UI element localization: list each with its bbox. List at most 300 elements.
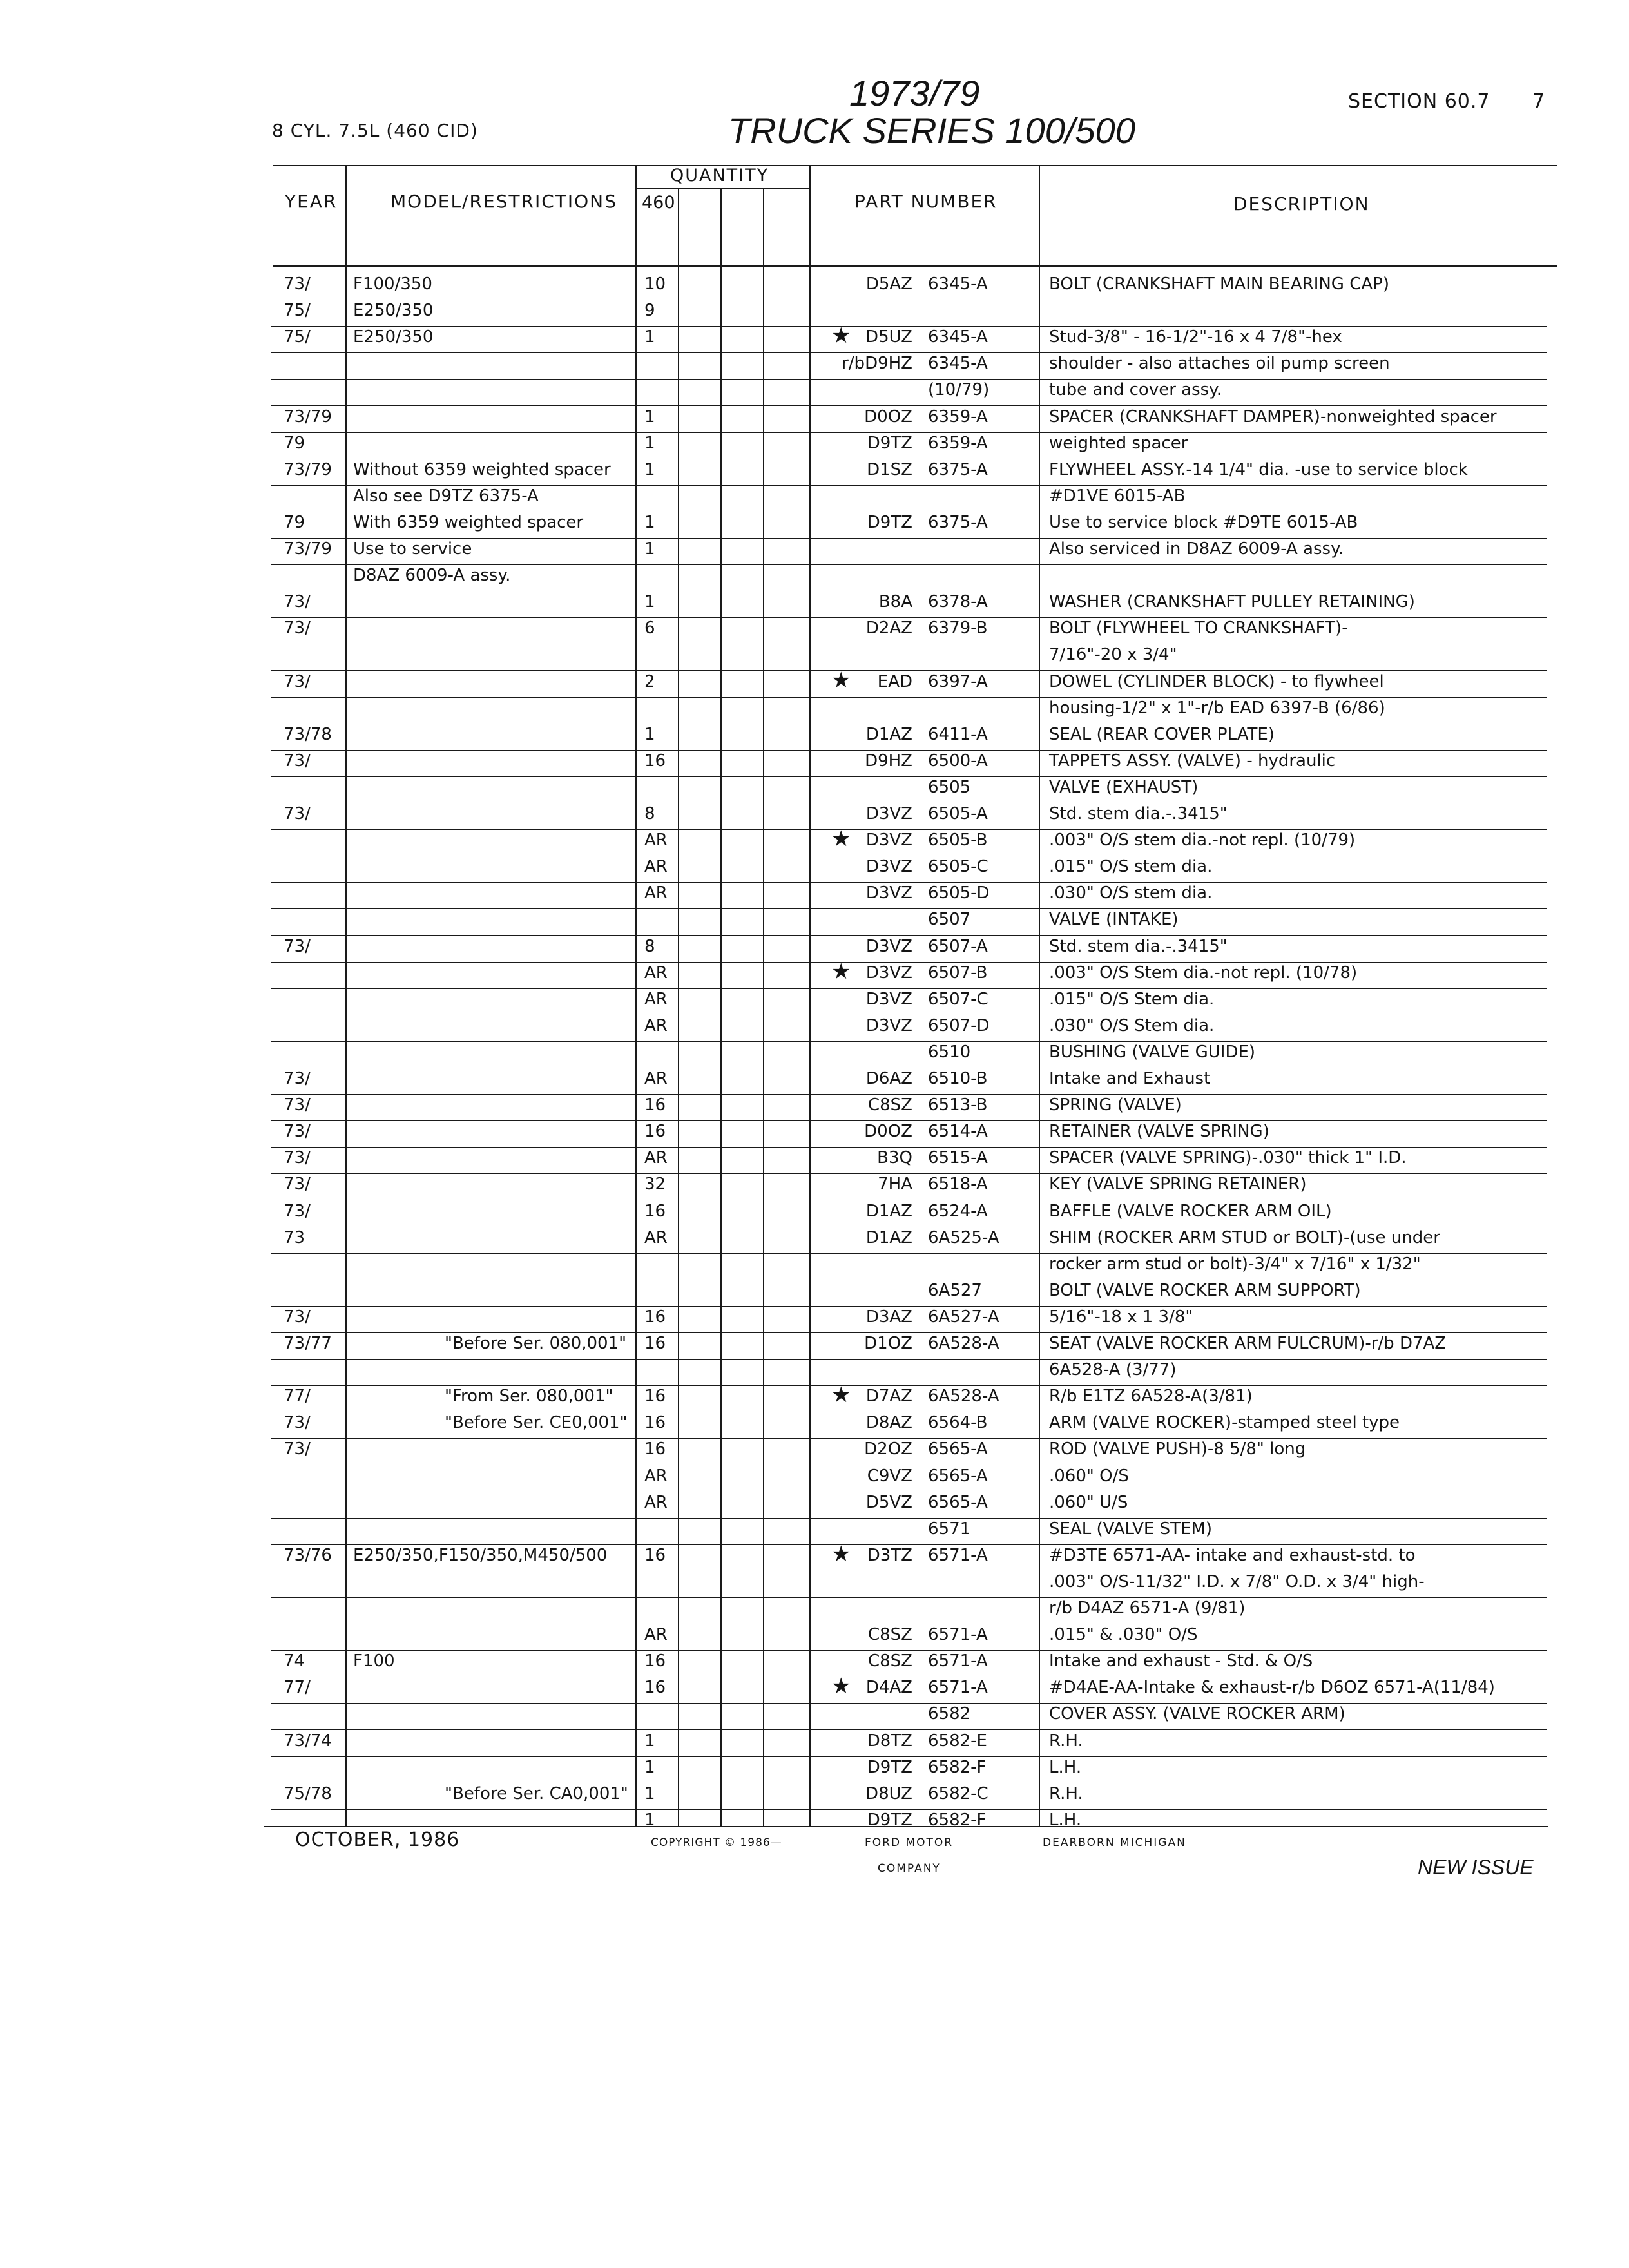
table-row (0, 459, 1629, 485)
table-row (0, 1227, 1629, 1253)
table-row (0, 1147, 1629, 1173)
table-row (0, 1412, 1629, 1438)
row-quantity: 16 (644, 1651, 666, 1671)
row-year: 73/79 (284, 407, 332, 427)
row-description: Std. stem dia.-.3415" (1049, 937, 1228, 956)
row-year: 73/ (284, 1307, 311, 1327)
row-year: 73/ (284, 592, 311, 611)
row-description: ROD (VALVE PUSH)-8 5/8" long (1049, 1439, 1306, 1459)
table-row (0, 1382, 1629, 1412)
table-row (0, 1756, 1629, 1783)
row-description: DOWEL (CYLINDER BLOCK) - to flywheel (1049, 672, 1384, 691)
row-part-base: 6A527 (928, 1281, 982, 1300)
table-row (0, 1332, 1629, 1359)
row-description: R/b E1TZ 6A528-A(3/81) (1049, 1387, 1253, 1406)
star-icon: ★ (831, 323, 851, 349)
table-row (0, 803, 1629, 829)
row-description: .060" O/S (1049, 1466, 1129, 1486)
row-year: 75/ (284, 301, 311, 320)
row-part-prefix: D7AZ (865, 1387, 912, 1406)
row-description: R.H. (1049, 1784, 1083, 1803)
row-quantity: 16 (644, 1095, 666, 1115)
row-description: .030" O/S Stem dia. (1049, 1016, 1215, 1035)
row-year: 73/ (284, 1069, 311, 1088)
row-part-base: 6524-A (928, 1202, 988, 1221)
row-part-base: 6571-A (928, 1625, 988, 1644)
row-model: D8AZ 6009-A assy. (353, 566, 511, 585)
engine-label: 8 CYL. 7.5L (460 CID) (272, 120, 478, 141)
row-part-prefix: D4AZ (865, 1678, 912, 1697)
row-part-prefix: D8UZ (865, 1784, 912, 1803)
star-icon: ★ (831, 1382, 851, 1408)
row-part-base: 6378-A (928, 592, 988, 611)
row-description: L.H. (1049, 1811, 1082, 1830)
row-year: 73/ (284, 1148, 311, 1168)
row-description: Std. stem dia.-.3415" (1049, 804, 1228, 823)
row-quantity: 1 (644, 327, 655, 347)
row-quantity: 16 (644, 1439, 666, 1459)
row-part-base: 6507-A (928, 937, 988, 956)
row-part-base: 6571-A (928, 1651, 988, 1671)
row-part-prefix: D2AZ (865, 619, 912, 638)
row-part-prefix: D1SZ (867, 460, 912, 479)
table-row (0, 1173, 1629, 1200)
table-row (0, 512, 1629, 538)
row-part-base: 6379-B (928, 619, 988, 638)
row-part-base: 6565-A (928, 1493, 988, 1512)
table-row (0, 432, 1629, 459)
row-description: Intake and exhaust - Std. & O/S (1049, 1651, 1313, 1671)
model-header: MODEL/RESTRICTIONS (390, 191, 617, 212)
table-row (0, 617, 1629, 644)
star-icon: ★ (831, 959, 851, 985)
row-quantity: 16 (644, 751, 666, 771)
row-description: FLYWHEEL ASSY.-14 1/4" dia. -use to service block (1049, 460, 1468, 479)
row-part-prefix: D3VZ (865, 883, 912, 903)
row-description: shoulder - also attaches oil pump screen (1049, 354, 1390, 373)
row-description: 6A528-A (3/77) (1049, 1360, 1177, 1379)
row-quantity: 6 (644, 619, 655, 638)
row-part-base: 6345-A (928, 274, 988, 294)
row-quantity: 1 (644, 460, 655, 479)
table-row (0, 1730, 1629, 1756)
row-quantity: AR (644, 1493, 668, 1512)
table-row (0, 1809, 1629, 1836)
row-description: Use to service block #D9TE 6015-AB (1049, 513, 1358, 532)
table-row (0, 300, 1629, 326)
row-quantity: AR (644, 963, 668, 983)
row-description: .060" U/S (1049, 1493, 1128, 1512)
row-year: 73/79 (284, 460, 332, 479)
row-description: RETAINER (VALVE SPRING) (1049, 1122, 1269, 1141)
row-part-prefix: D3VZ (865, 804, 912, 823)
row-year: 73/ (284, 672, 311, 691)
row-year: 79 (284, 513, 305, 532)
table-row (0, 1624, 1629, 1650)
row-quantity: AR (644, 1228, 668, 1247)
row-quantity: 16 (644, 1334, 666, 1353)
row-description: #D1VE 6015-AB (1049, 486, 1186, 506)
table-row (0, 1015, 1629, 1041)
row-description: .030" O/S stem dia. (1049, 883, 1213, 903)
star-icon: ★ (831, 1541, 851, 1567)
row-model: "Before Ser. CE0,001" (445, 1413, 628, 1432)
row-part-prefix: D1AZ (865, 725, 912, 744)
row-part-base: 6510 (928, 1043, 971, 1062)
row-year: 73/ (284, 274, 311, 294)
page-number: 7 (1532, 90, 1546, 113)
qty-460-header: 460 (642, 193, 675, 213)
row-quantity: 1 (644, 434, 655, 453)
row-year: 73/77 (284, 1334, 332, 1353)
row-part-base: 6375-A (928, 460, 988, 479)
row-part-base: 6505-C (928, 857, 988, 876)
table-row (0, 1571, 1629, 1597)
row-part-prefix: C8SZ (867, 1625, 912, 1644)
table-row (0, 1280, 1629, 1306)
row-description: .003" O/S Stem dia.-not repl. (10/78) (1049, 963, 1358, 983)
row-part-base: 6582-F (928, 1811, 987, 1830)
row-part-prefix: D3VZ (865, 857, 912, 876)
row-description: BUSHING (VALVE GUIDE) (1049, 1043, 1256, 1062)
row-year: 79 (284, 434, 305, 453)
table-row (0, 750, 1629, 776)
footer-date: OCTOBER, 1986 (295, 1829, 460, 1851)
row-description: SEAL (VALVE STEM) (1049, 1519, 1213, 1539)
row-part-base: 6515-A (928, 1148, 988, 1168)
row-part-base: 6A528-A (928, 1387, 999, 1406)
row-quantity: 16 (644, 1546, 666, 1565)
row-quantity: AR (644, 883, 668, 903)
table-row (0, 1094, 1629, 1120)
row-quantity: 9 (644, 301, 655, 320)
row-description: BOLT (CRANKSHAFT MAIN BEARING CAP) (1049, 274, 1389, 294)
table-row (0, 936, 1629, 962)
table-row (0, 1703, 1629, 1729)
row-year: 73/79 (284, 539, 332, 559)
row-year: 74 (284, 1651, 305, 1671)
table-row (0, 379, 1629, 405)
part-number-header: PART NUMBER (854, 191, 998, 212)
row-part-prefix: D5VZ (865, 1493, 912, 1512)
row-quantity: 1 (644, 725, 655, 744)
table-row (0, 1650, 1629, 1677)
table-row (0, 1068, 1629, 1094)
row-quantity: 2 (644, 672, 655, 691)
row-quantity: 16 (644, 1307, 666, 1327)
row-part-prefix: D9TZ (867, 513, 912, 532)
year-header: YEAR (285, 191, 338, 212)
table-row (0, 1041, 1629, 1068)
row-description: BOLT (VALVE ROCKER ARM SUPPORT) (1049, 1281, 1361, 1300)
row-quantity: 16 (644, 1678, 666, 1697)
row-year: 75/78 (284, 1784, 332, 1803)
row-part-base: 6518-A (928, 1175, 988, 1194)
table-row (0, 668, 1629, 697)
row-description: R.H. (1049, 1731, 1083, 1751)
star-icon: ★ (831, 1673, 851, 1699)
row-description: 5/16"-18 x 1 3/8" (1049, 1307, 1193, 1327)
row-part-prefix: D1OZ (864, 1334, 912, 1353)
row-part-base: 6345-A (928, 327, 988, 347)
row-year: 77/ (284, 1678, 311, 1697)
footer-issue: NEW ISSUE (1418, 1856, 1534, 1879)
row-part-base: 6565-A (928, 1439, 988, 1459)
row-part-prefix: 7HA (878, 1175, 912, 1194)
row-description: SEAT (VALVE ROCKER ARM FULCRUM)-r/b D7AZ (1049, 1334, 1447, 1353)
row-part-prefix: D9HZ (865, 751, 912, 771)
row-part-base: 6397-A (928, 672, 988, 691)
table-row (0, 1306, 1629, 1332)
row-description: SPACER (CRANKSHAFT DAMPER)-nonweighted spacer (1049, 407, 1497, 427)
row-description: BAFFLE (VALVE ROCKER ARM OIL) (1049, 1202, 1332, 1221)
row-part-prefix: C8SZ (867, 1095, 912, 1115)
row-part-base: 6411-A (928, 725, 988, 744)
row-description: L.H. (1049, 1758, 1082, 1777)
row-quantity: AR (644, 1466, 668, 1486)
row-part-base: 6582-C (928, 1784, 988, 1803)
row-part-base: 6507-C (928, 990, 988, 1009)
row-part-prefix: C9VZ (867, 1466, 912, 1486)
row-year: 73 (284, 1228, 305, 1247)
footer-company-line2: COMPANY (878, 1862, 941, 1875)
row-quantity: 16 (644, 1122, 666, 1141)
row-part-base: 6507 (928, 910, 971, 929)
row-part-prefix: D5AZ (865, 274, 912, 294)
row-description: ARM (VALVE ROCKER)-stamped steel type (1049, 1413, 1400, 1432)
row-year: 73/76 (284, 1546, 332, 1565)
row-model: With 6359 weighted spacer (353, 513, 584, 532)
row-description: #D4AE-AA-Intake & exhaust-r/b D6OZ 6571-A(11/84) (1049, 1678, 1495, 1697)
row-description: Stud-3/8" - 16-1/2"-16 x 4 7/8"-hex (1049, 327, 1342, 347)
row-part-prefix: D3TZ (867, 1546, 912, 1565)
footer-copyright: COPYRIGHT © 1986— (651, 1836, 782, 1849)
row-year: 73/ (284, 1413, 311, 1432)
row-part-base: 6345-A (928, 354, 988, 373)
row-description: VALVE (INTAKE) (1049, 910, 1179, 929)
row-quantity: AR (644, 831, 668, 850)
table-row (0, 485, 1629, 512)
row-description: r/b D4AZ 6571-A (9/81) (1049, 1599, 1246, 1618)
row-description: TAPPETS ASSY. (VALVE) - hydraulic (1049, 751, 1336, 771)
row-description: SEAL (REAR COVER PLATE) (1049, 725, 1275, 744)
series-title: TRUCK SERIES 100/500 (728, 110, 1135, 151)
table-row (0, 988, 1629, 1015)
row-description: Intake and Exhaust (1049, 1069, 1211, 1088)
row-part-base: 6565-A (928, 1466, 988, 1486)
row-part-prefix: EAD (877, 672, 912, 691)
table-row (0, 856, 1629, 882)
row-quantity: AR (644, 990, 668, 1009)
row-part-base: (10/79) (928, 380, 990, 399)
row-year: 75/ (284, 327, 311, 347)
table-row (0, 1783, 1629, 1809)
row-part-base: 6A527-A (928, 1307, 999, 1327)
row-year: 73/ (284, 751, 311, 771)
table-row (0, 882, 1629, 908)
row-quantity: 1 (644, 513, 655, 532)
row-description: WASHER (CRANKSHAFT PULLEY RETAINING) (1049, 592, 1415, 611)
table-row (0, 591, 1629, 617)
row-part-base: 6505-B (928, 831, 988, 850)
table-row (0, 273, 1629, 300)
row-part-base: 6582-E (928, 1731, 987, 1751)
row-part-base: 6571-A (928, 1546, 988, 1565)
row-description: #D3TE 6571-AA- intake and exhaust-std. to (1049, 1546, 1416, 1565)
row-part-prefix: B3Q (877, 1148, 912, 1168)
table-row (0, 1200, 1629, 1227)
row-part-prefix: D3VZ (865, 831, 912, 850)
row-part-base: 6359-A (928, 407, 988, 427)
row-description: .003" O/S stem dia.-not repl. (10/79) (1049, 831, 1356, 850)
row-part-base: 6571-A (928, 1678, 988, 1697)
row-description: .015" O/S stem dia. (1049, 857, 1213, 876)
row-part-base: 6500-A (928, 751, 988, 771)
row-part-prefix: D3AZ (865, 1307, 912, 1327)
years-title: 1973/79 (849, 73, 980, 113)
row-quantity: AR (644, 857, 668, 876)
row-quantity: AR (644, 1625, 668, 1644)
row-part-base: 6505 (928, 778, 971, 797)
row-part-prefix: D9TZ (867, 1758, 912, 1777)
row-year: 73/ (284, 1175, 311, 1194)
row-quantity: 16 (644, 1202, 666, 1221)
row-description: Also serviced in D8AZ 6009-A assy. (1049, 539, 1344, 559)
row-part-base: 6A528-A (928, 1334, 999, 1353)
row-model: "From Ser. 080,001" (445, 1387, 613, 1406)
row-part-prefix: C8SZ (867, 1651, 912, 1671)
header-bottom-rule (273, 265, 1557, 267)
star-icon: ★ (831, 668, 851, 693)
row-quantity: 1 (644, 1784, 655, 1803)
row-description: 7/16"-20 x 3/4" (1049, 645, 1177, 664)
table-row (0, 406, 1629, 432)
table-row (0, 352, 1629, 379)
row-model: E250/350 (353, 327, 434, 347)
footer-location: DEARBORN MICHIGAN (1043, 1836, 1186, 1849)
row-model: Also see D9TZ 6375-A (353, 486, 539, 506)
row-description: .003" O/S-11/32" I.D. x 7/8" O.D. x 3/4" high- (1049, 1572, 1425, 1591)
table-row (0, 1518, 1629, 1544)
row-part-prefix: r/bD9HZ (842, 354, 912, 373)
row-quantity: 1 (644, 1731, 655, 1751)
row-description: BOLT (FLYWHEEL TO CRANKSHAFT)- (1049, 619, 1348, 638)
row-quantity: AR (644, 1016, 668, 1035)
row-description: SPRING (VALVE) (1049, 1095, 1182, 1115)
table-top-rule (273, 165, 1557, 166)
row-description: rocker arm stud or bolt)-3/4" x 7/16" x 1/32" (1049, 1254, 1421, 1274)
table-row (0, 644, 1629, 670)
row-description: .015" O/S Stem dia. (1049, 990, 1215, 1009)
row-model: "Before Ser. CA0,001" (445, 1784, 628, 1803)
row-quantity: AR (644, 1148, 668, 1168)
table-row (0, 323, 1629, 352)
row-model: E250/350 (353, 301, 434, 320)
row-quantity: 1 (644, 1811, 655, 1830)
row-quantity: 10 (644, 274, 666, 294)
row-quantity: 1 (644, 1758, 655, 1777)
row-year: 73/78 (284, 725, 332, 744)
table-row (0, 1253, 1629, 1280)
footer-company-line1: FORD MOTOR (865, 1836, 954, 1849)
row-part-base: 6359-A (928, 434, 988, 453)
row-year: 73/ (284, 1439, 311, 1459)
row-part-prefix: D2OZ (864, 1439, 912, 1459)
row-quantity: 1 (644, 407, 655, 427)
row-part-base: 6582-F (928, 1758, 987, 1777)
row-part-base: 6582 (928, 1704, 971, 1724)
row-part-prefix: D3VZ (865, 963, 912, 983)
row-part-prefix: D1AZ (865, 1202, 912, 1221)
row-part-prefix: D8AZ (865, 1413, 912, 1432)
row-part-prefix: D9TZ (867, 1811, 912, 1830)
row-part-prefix: D1AZ (865, 1228, 912, 1247)
row-part-base: 6375-A (928, 513, 988, 532)
table-row (0, 564, 1629, 591)
section-label: SECTION 60.7 (1348, 90, 1490, 113)
table-row (0, 1597, 1629, 1624)
row-year: 73/74 (284, 1731, 332, 1751)
table-row (0, 1465, 1629, 1492)
row-model: "Before Ser. 080,001" (445, 1334, 627, 1353)
row-part-base: 6571 (928, 1519, 971, 1539)
row-quantity: AR (644, 1069, 668, 1088)
row-quantity: 16 (644, 1387, 666, 1406)
row-part-prefix: D0OZ (864, 1122, 912, 1141)
row-year: 73/ (284, 619, 311, 638)
table-row (0, 1492, 1629, 1518)
row-part-base: 6513-B (928, 1095, 988, 1115)
row-part-prefix: D3VZ (865, 937, 912, 956)
row-description: KEY (VALVE SPRING RETAINER) (1049, 1175, 1307, 1194)
table-row (0, 959, 1629, 988)
quantity-underline (637, 188, 811, 189)
row-part-prefix: D8TZ (867, 1731, 912, 1751)
row-description: SHIM (ROCKER ARM STUD or BOLT)-(use under (1049, 1228, 1440, 1247)
table-row (0, 776, 1629, 803)
table-row (0, 1359, 1629, 1385)
row-description: SPACER (VALVE SPRING)-.030" thick 1" I.D. (1049, 1148, 1407, 1168)
row-quantity: 8 (644, 804, 655, 823)
table-row (0, 1120, 1629, 1147)
row-part-base: 6505-A (928, 804, 988, 823)
row-part-base: 6507-B (928, 963, 988, 983)
row-part-prefix: D3VZ (865, 1016, 912, 1035)
row-description: COVER ASSY. (VALVE ROCKER ARM) (1049, 1704, 1345, 1724)
row-model: Without 6359 weighted spacer (353, 460, 611, 479)
table-row (0, 826, 1629, 856)
row-part-base: 6564-B (928, 1413, 988, 1432)
table-row (0, 1673, 1629, 1703)
row-year: 73/ (284, 1202, 311, 1221)
row-description: VALVE (EXHAUST) (1049, 778, 1199, 797)
row-model: F100 (353, 1651, 395, 1671)
table-row (0, 1438, 1629, 1465)
row-description: weighted spacer (1049, 434, 1188, 453)
row-quantity: 1 (644, 592, 655, 611)
row-part-prefix: B8A (878, 592, 912, 611)
row-quantity: 8 (644, 937, 655, 956)
table-row (0, 697, 1629, 724)
table-row (0, 724, 1629, 750)
row-quantity: 16 (644, 1413, 666, 1432)
row-description: tube and cover assy. (1049, 380, 1222, 399)
row-part-base: 6514-A (928, 1122, 988, 1141)
row-part-base: 6A525-A (928, 1228, 999, 1247)
row-model: F100/350 (353, 274, 432, 294)
row-part-base: 6507-D (928, 1016, 990, 1035)
table-row (0, 538, 1629, 564)
